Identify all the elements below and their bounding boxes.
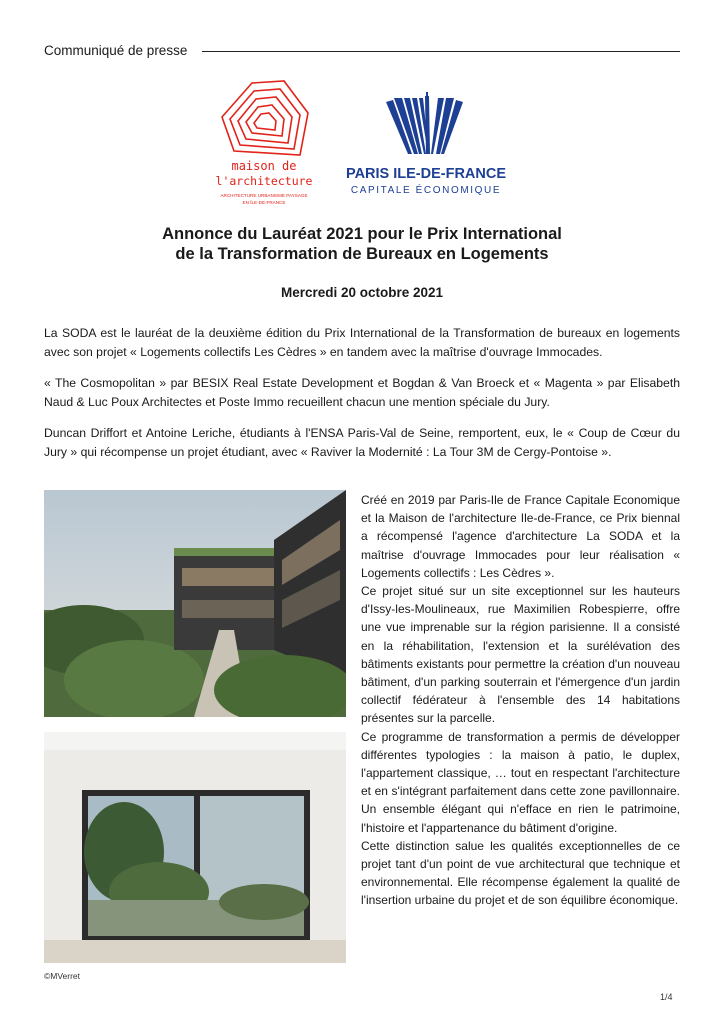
eiffel-rays-icon [386, 92, 463, 154]
paris-idf-logo [346, 92, 506, 204]
paris-logo-line1: PARIS ILE-DE-FRANCE [346, 166, 506, 182]
document-type-label: Communiqué de presse [44, 43, 188, 58]
header-rule [202, 51, 680, 52]
title-line-1: Annonce du Lauréat 2021 pour le Prix International [162, 225, 562, 243]
maison-logo-tagline2: EN ÎLE-DE-FRANCE [242, 200, 286, 205]
intro-paragraph-2: « The Cosmopolitan » par BESIX Real Estate Development et Bogdan & Van Broeck et « Magenta » par Elisabeth Naud & Luc Poux Architectes et Poste Immo recueillent chacun une mention spéciale du Jury. [44, 376, 680, 409]
column-paragraph-2: Ce projet situé sur un site exceptionnel sur les hauteurs d'Issy-les-Moulineaux, rue Maximilien Robespierre, offre une vue imprenable sur la région parisienne. Il a consisté en la réhabilitation, l'extension et la surélévation des bâtiments existants pour permettre la création d'un nouveau bâtiment, d'un parking souterrain et l'émergence d'un jardin collectif fédérateur à l'ensemble des 14 habitations présentes sur la parcelle. [361, 584, 680, 726]
maison-logo-line2: l'architecture [215, 174, 313, 188]
release-date: Mercredi 20 octobre 2021 [280, 285, 444, 300]
maison-logo-line1: maison de [231, 159, 297, 173]
column-paragraph-1: Créé en 2019 par Paris-Ile de France Capitale Economique et la Maison de l'architecture Ile-de-France, ce Prix biennal a récompensé l'agence d'architecture La SODA et la maîtrise d'ouvrage Immocades pour leur réalisation « Logements collectifs : Les Cèdres ». [361, 493, 680, 580]
title-line-2: de la Transformation de Bureaux en Logements [175, 245, 549, 263]
column-paragraph-4: Cette distinction salue les qualités exceptionnelles de ce projet tant d'un point de vue architectural que technique et environnemental. Elle récompense également la qualité de l'insertion urbaine du projet et de son équilibre économique. [361, 838, 680, 908]
paris-logo-line2: CAPITALE ÉCONOMIQUE [350, 185, 502, 196]
body-column [361, 491, 680, 910]
maison-logo-tagline1: ARCHITECTURE URBANISME PAYSAGE [220, 193, 308, 198]
press-release-title [60, 224, 664, 264]
house-outline-icon [222, 81, 308, 155]
interior-window-photo [44, 732, 346, 963]
photo-credit: ©MVerret [44, 971, 81, 981]
intro-paragraph-3: Duncan Driffort et Antoine Leriche, étudiants à l'ENSA Paris-Val de Seine, remportent, eux, le « Coup de Cœur du Jury » qui récompense un projet étudiant, avec « Raviver la Modernité : La Tour 3M de Cergy-Pontoise ». [44, 426, 680, 459]
maison-architecture-logo [212, 73, 316, 211]
page-number: 1/4 [660, 992, 673, 1002]
column-paragraph-3: Ce programme de transformation a permis de développer différentes typologies : la maison à patio, le duplex, l'appartement classique, … tout en respectant l'architecture et en s'intégrant parfaitement dans cette zone pavillonnaire. Un ensemble élégant qui n'efface en rien le patrimoine, l'histoire et l'appartenance du bâtiment d'origine. [361, 729, 680, 835]
building-exterior-photo [44, 490, 346, 717]
intro-paragraph-1: La SODA est le lauréat de la deuxième édition du Prix International de la Transformation de bureaux en logements avec son projet « Logements collectifs Les Cèdres » en tandem avec la maîtrise d'ouvrage Immocades. [44, 326, 680, 359]
